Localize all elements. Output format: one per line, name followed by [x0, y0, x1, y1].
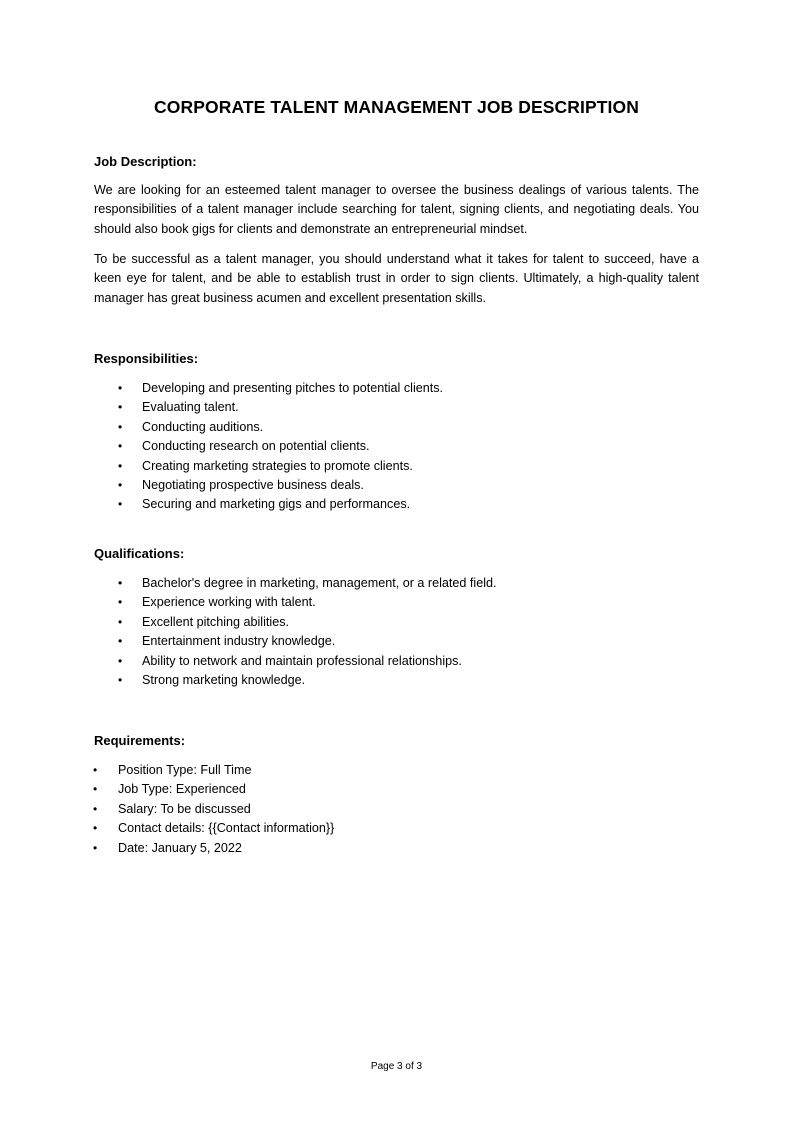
- list-item: [118, 671, 497, 690]
- bullet-icon: •: [118, 439, 123, 454]
- list-item: [93, 839, 334, 858]
- list-item-text: Contact details: {{Contact information}}: [118, 821, 335, 836]
- bullet-icon: •: [118, 381, 123, 395]
- responsibilities-list: [118, 379, 444, 515]
- requirements-heading: Requirements:: [94, 733, 186, 748]
- list-item: [93, 761, 334, 780]
- bullet-icon: •: [118, 595, 123, 610]
- list-item: [118, 457, 443, 476]
- list-item: [93, 780, 334, 799]
- list-item: [118, 652, 497, 671]
- list-item-text: Securing and marketing gigs and performances.: [142, 497, 411, 512]
- list-item-text: Position Type: Full Time: [118, 763, 252, 777]
- list-item: [118, 476, 443, 495]
- job-description-heading: Job Description:: [94, 154, 197, 169]
- bullet-icon: •: [118, 458, 123, 473]
- list-item-text: Experience working with talent.: [142, 595, 316, 610]
- bullet-icon: •: [93, 782, 98, 797]
- page-title: CORPORATE TALENT MANAGEMENT JOB DESCRIPTION: [154, 97, 639, 117]
- bullet-icon: •: [118, 634, 123, 649]
- bullet-icon: •: [118, 653, 123, 668]
- list-item-text: Job Type: Experienced: [118, 782, 246, 797]
- responsibilities-heading: Responsibilities:: [94, 351, 199, 366]
- list-item: [118, 398, 443, 417]
- bullet-icon: •: [118, 497, 123, 512]
- bullet-icon: •: [118, 576, 123, 590]
- list-item-text: Strong marketing knowledge.: [142, 672, 306, 687]
- page-number-footer: Page 3 of 3: [370, 1061, 423, 1072]
- list-item-text: Entertainment industry knowledge.: [142, 634, 336, 649]
- bullet-icon: •: [118, 614, 123, 629]
- list-item-text: Creating marketing strategies to promote clients.: [142, 458, 413, 473]
- job-description-paragraph: To be successful as a talent manager, you should understand what it takes for talent to succeed, have a keen eye for talent, and be able to establish trust in order to sign clients. Ultimately, a high-quality talent manager has great business acumen and excellent presentation skills.: [94, 252, 699, 305]
- list-item-text: Ability to network and maintain professional relationships.: [142, 653, 462, 668]
- bullet-icon: •: [118, 400, 123, 415]
- list-item-text: Date: January 5, 2022: [118, 840, 242, 855]
- bullet-icon: •: [93, 821, 98, 836]
- list-item-text: Evaluating talent.: [142, 400, 239, 415]
- list-item: [118, 379, 444, 398]
- list-item-text: Bachelor's degree in marketing, management, or a related field.: [142, 576, 497, 590]
- list-item: [93, 819, 335, 838]
- list-item-text: Conducting research on potential clients.: [142, 439, 370, 454]
- list-item: [118, 495, 443, 514]
- list-item: [118, 613, 497, 632]
- list-item-text: Negotiating prospective business deals.: [142, 477, 364, 492]
- list-item: [118, 593, 497, 612]
- job-description-paragraph: We are looking for an esteemed talent manager to oversee the business dealings of various talents. The responsibilities of a talent manager include searching for talent, signing clients, and negotiating deals. You should also book gigs for clients and demonstrate an entrepreneurial mindset.: [94, 183, 699, 236]
- list-item: [118, 574, 497, 593]
- bullet-icon: •: [93, 801, 98, 816]
- requirements-list: [93, 761, 335, 858]
- list-item: [93, 800, 334, 819]
- list-item-text: Salary: To be discussed: [118, 801, 251, 816]
- bullet-icon: •: [118, 419, 123, 434]
- list-item-text: Developing and presenting pitches to potential clients.: [142, 381, 444, 395]
- list-item: [118, 437, 443, 456]
- bullet-icon: •: [93, 840, 98, 855]
- list-item-text: Conducting auditions.: [142, 419, 264, 434]
- qualifications-list: [118, 574, 497, 690]
- qualifications-heading: Qualifications:: [94, 546, 185, 561]
- list-item: [118, 418, 443, 437]
- bullet-icon: •: [118, 672, 123, 687]
- list-item: [118, 632, 497, 651]
- bullet-icon: •: [118, 477, 123, 492]
- list-item-text: Excellent pitching abilities.: [142, 614, 290, 629]
- bullet-icon: •: [93, 763, 98, 777]
